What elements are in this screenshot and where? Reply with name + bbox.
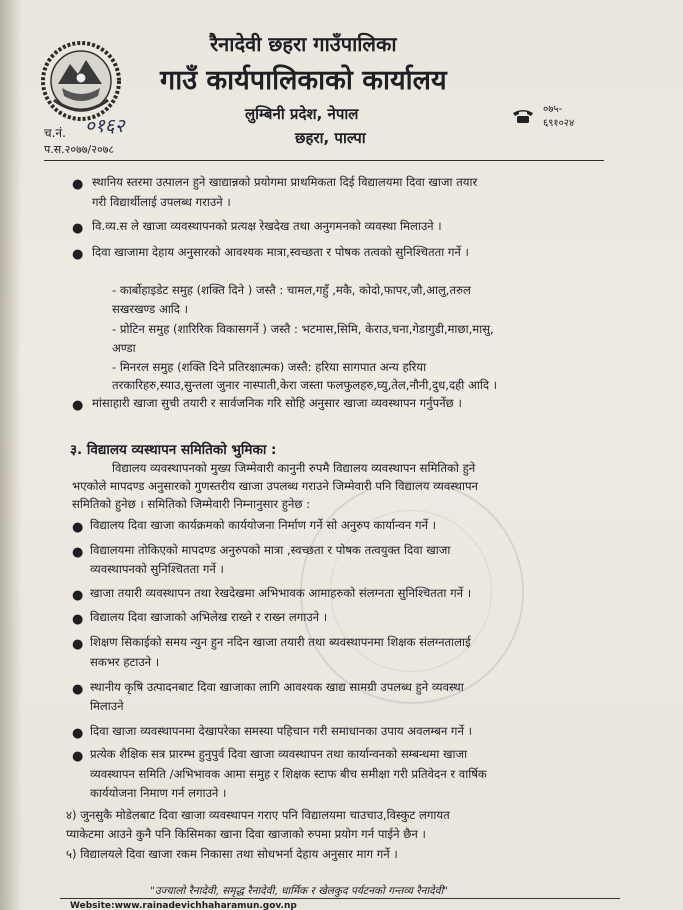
text-line: विद्यालय दिवा खाजा कार्यक्रमको कार्ययोजना निर्माण गर्ने सो अनुरुप कार्यान्वन गर्ने । (90, 518, 437, 532)
text-line: कार्ययोजना निमाण गर्न लगाउने । (90, 786, 227, 800)
numbered-item: ५) विद्यालयले दिवा खाजा रकम निकासा तथा सोधभर्ना देहाय अनुसार माग गर्ने । (66, 847, 398, 861)
bullet-glyph: ● (72, 637, 84, 652)
numbered-item: ४) जुनसुकै मोडेलबाट दिवा खाजा व्यवस्थापन गराए पनि विद्यालयमा चाउचाउ,विस्कुट लगायत (66, 808, 450, 822)
text-line: स्थानीय कृषि उत्पादनबाट दिवा खाजाका लागि आवश्यक खाद्य सामग्री उपलब्ध हुने व्यवस्था (90, 680, 464, 694)
address-line: छहरा, पाल्पा (295, 129, 366, 147)
text-line: व्यवस्थापन समिति /अभिभावक आमा समुह र शिक्षक स्टाफ बीच समीक्षा गरी प्रतिवेदन र वार्षिक (90, 767, 487, 781)
intro-line: समितिको हुनेछ । समितिको जिम्मेवारी निम्नानुसार हुनेछ : (72, 497, 311, 511)
text-line: सकभर हटाउने । (90, 655, 160, 669)
nutrition-line: तरकारिहरु,स्याउ,सुन्तला जुनार नास्पाती,केरा जस्ता फलफुलहरु,घ्यु,तेल,नौनी,दुध,दही आदि । (112, 378, 498, 392)
phone-number: ०७५- ६९१०२४ (543, 104, 575, 129)
nutrition-line: - कार्बोहाइडेट समुह (शक्ति दिने ) जस्तै : चामल,गहुँ ,मकै, कोदो,फापर,जौ,आलु,तरुल (112, 283, 471, 297)
fiscal-year: प.स.२०७७/२०७८ (44, 143, 115, 156)
bullet-glyph: ● (72, 177, 84, 192)
bullet-glyph: ● (72, 520, 84, 535)
nutrition-line: - मिनरल समुह (शक्ति दिने प्रतिरक्षात्मक) जस्तै: हरिया सागपात अन्य हरिया (112, 360, 427, 374)
bullet-glyph: ● (72, 398, 84, 413)
section-heading: ३. विद्यालय व्यस्थापन समितिको भुमिका : (70, 442, 277, 458)
text-line: प्रत्येक शैक्षिक सत्र प्रारम्भ हुनुपुर्व दिवा खाजा व्यवस्थापन तथा कार्यान्वनको सम्बन्धमा खाजा (90, 747, 468, 761)
bullet-glyph: ● (72, 545, 84, 560)
bullet-glyph: ● (72, 726, 84, 741)
text-line: विद्यालयमा तोकिएको मापदण्ड अनुरुपको मात्रा ,स्वच्छता र पोषक तत्वयुक्त दिवा खाजा (90, 543, 451, 557)
text-line: मिलाउने (90, 699, 124, 713)
text-line: मांसाहारी खाजा सुची तयारी र सार्वजनिक गरि सोहि अनुसार खाजा व्यवस्थापन गर्नुपर्नेछ । (92, 396, 462, 410)
ref-number-handwritten: ०१६२ (85, 115, 125, 137)
office-title: गाउँ कार्यपालिकाको कार्यालय (160, 65, 447, 96)
text-line: शिक्षण सिकाईको समय न्युन हुन नदिन खाजा तयारी तथा ब्यवस्थापनमा शिक्षक संलग्नतालाई (90, 635, 471, 649)
bullet-glyph: ● (72, 247, 84, 262)
text-line: दिवा खाजा व्यवस्थापनमा देखापरेका समस्या पहिचान गरी समाधानका उपाय अवलम्बन गर्ने । (90, 724, 472, 738)
bullet-glyph: ● (72, 588, 84, 603)
bullet-glyph: ● (72, 682, 84, 697)
ref-label: च.नं. (44, 126, 66, 140)
bullet-glyph: ● (72, 221, 84, 236)
bullet-glyph: ● (72, 749, 84, 764)
text-line: वि.व्य.स ले खाजा व्यवस्थापनको प्रत्यक्ष रेखदेख तथा अनुगमनको व्यवस्था मिलाउने । (92, 219, 442, 233)
province-line: लुम्बिनी प्रदेश, नेपाल (245, 105, 359, 123)
footer-slogan: "उज्यालो रैनादेवी, समृद्ध रैनादेवी, धार्मिक र खेलकुद पर्यटनको गन्तव्य रैनादेवी" (150, 885, 449, 897)
footer-divider (60, 898, 620, 899)
text-line: विद्यालय दिवा खाजाको अभिलेख राख्ने र राख्न लगाउने । (90, 610, 328, 624)
nutrition-line: अण्डा (112, 341, 136, 355)
municipality-name: रैनादेवी छहरा गाउँपालिका (210, 32, 397, 56)
text-line: दिवा खाजामा देहाय अनुसारको आवश्यक मात्रा,स्वच्छता र पोषक तत्वको सुनिश्चितता गर्ने । (92, 245, 469, 259)
text-line: स्थानिय स्तरमा उत्पालन हुने खाद्यान्नको प्रयोगमा प्राथमिकता दिई विद्यालयमा दिवा खाजा तयार (92, 175, 478, 189)
footer-website: Website:www.rainadevichhaharamun.gov.np (70, 901, 297, 910)
text-line: व्यवस्थापनको सुनिश्चितता गर्ने । (90, 562, 224, 576)
text-line: गरी विद्यार्थीलाई उपलब्ध गराउने । (92, 195, 231, 209)
nutrition-line: सखरखण्ड आदि । (112, 302, 189, 316)
text-line: खाजा तयारी व्यवस्थापन तथा रेखदेखमा अभिभावक आमाहरुको संलग्नता सुनिश्चितता गर्ने । (90, 586, 472, 600)
bullet-glyph: ● (72, 612, 84, 627)
nutrition-line: - प्रोटिन समुह (शारिरिक विकासगर्ने ) जस्तै : भटमास,सिमि, केराउ,चना,गेडागुडी,माछा,मासु, (112, 322, 494, 336)
numbered-item: प्याकेटमा आउने कुनै पनि किसिमका खाना दिवा खाजाको रुपमा प्रयोग गर्न पाईने छैन । (66, 827, 426, 841)
intro-line: भएकोले मापदण्ड अनुसारको गुणस्तरीय खाजा उपलब्ध गराउने जिम्मेवारी पनि विद्यालय व्यवस्थापन (72, 479, 478, 493)
intro-line: विद्यालय व्यवस्थापनको मुख्य जिम्मेवारी कानुनी रुपमै विद्यालय व्यवस्थापन समितिको हुने (112, 461, 476, 475)
